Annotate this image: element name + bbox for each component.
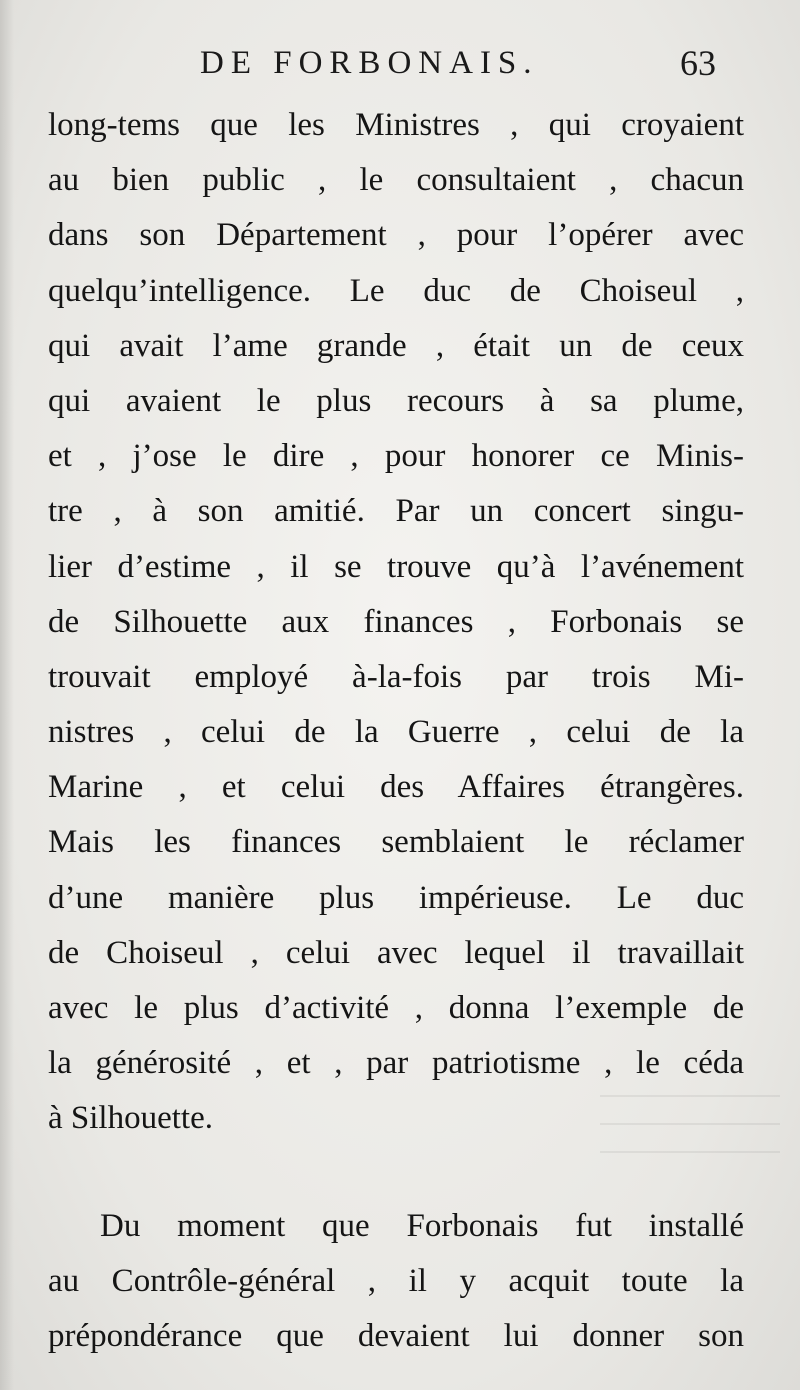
body-text (48, 98, 744, 1364)
paragraph-gap (48, 1147, 744, 1199)
text-line: qui avaient le plus recours à sa plume, (48, 382, 744, 419)
text-line: Du moment que Forbonais fut installé (100, 1207, 744, 1244)
text-line: dans son Département , pour l’opérer avec (48, 217, 744, 254)
running-head (0, 40, 800, 90)
text-line: au Contrôle-général , il y acquit toute la (48, 1262, 744, 1299)
text-line: à Silhouette. (48, 1100, 213, 1137)
text-line: Marine , et celui des Affaires étrangères. (48, 769, 744, 806)
text-line: nistres , celui de la Guerre , celui de la (48, 714, 744, 751)
text-line: prépondérance que devaient lui donner son (48, 1317, 744, 1354)
page-number: 63 (680, 43, 716, 83)
text-line: de Choiseul , celui avec lequel il travaillait (48, 934, 744, 971)
text-line: avec le plus d’activité , donna l’exemple de (48, 990, 744, 1026)
page-gutter-shadow (0, 0, 14, 1390)
text-line: au bien public , le consultaient , chacun (48, 162, 744, 199)
text-line: et , j’ose le dire , pour honorer ce Minis- (48, 438, 744, 475)
text-line: de Silhouette aux finances , Forbonais se (48, 603, 744, 640)
text-line: la générosité , et , par patriotisme , le céda (48, 1045, 744, 1082)
text-line: lier d’estime , il se trouve qu’à l’avénement (48, 548, 744, 585)
text-line: long-tems que les Ministres , qui croyaient (48, 107, 744, 143)
running-title: DE FORBONAIS. (200, 45, 539, 81)
text-line: d’une manière plus impérieuse. Le duc (48, 879, 744, 916)
text-line: Mais les finances semblaient le réclamer (48, 824, 744, 861)
paragraph-2 (48, 1199, 744, 1365)
text-line: tre , à son amitié. Par un concert singu- (48, 493, 744, 530)
text-line: qui avait l’ame grande , était un de ceux (48, 327, 744, 364)
text-line: quelqu’intelligence. Le duc de Choiseul , (48, 272, 744, 309)
text-line: trouvait employé à-la-fois par trois Mi- (48, 658, 744, 695)
paragraph-1 (48, 98, 744, 1147)
